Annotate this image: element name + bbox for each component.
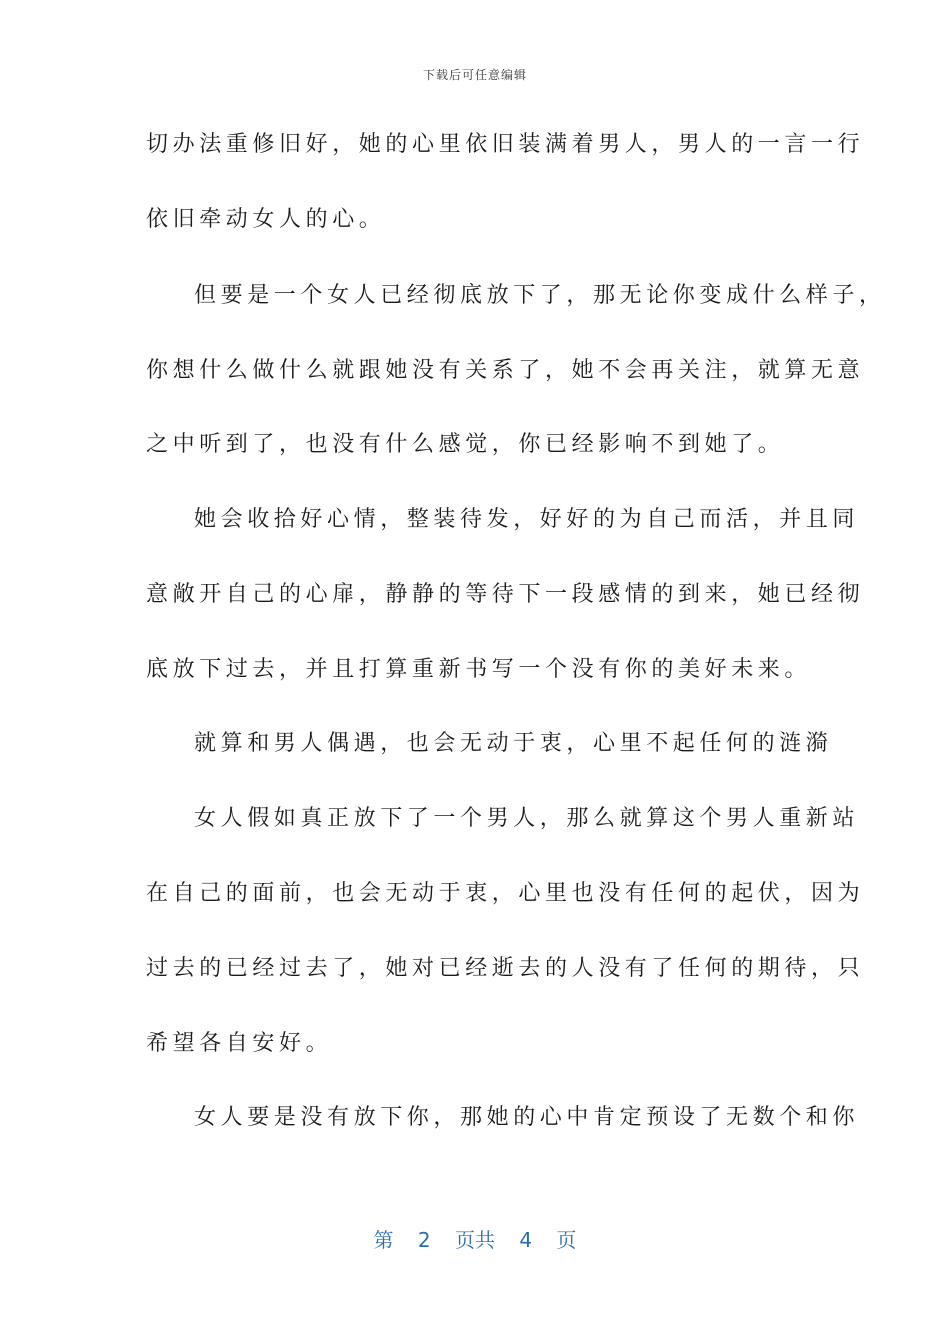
text-line: 底放下过去，并且打算重新书写一个没有你的美好未来。 bbox=[146, 657, 812, 682]
page-header: 下载后可任意编辑 bbox=[422, 68, 527, 82]
text-line: 她会收拾好心情，整装待发，好好的为自己而活，并且同 bbox=[194, 507, 860, 532]
page-footer bbox=[0, 1224, 950, 1253]
text-line: 切办法重修旧好，她的心里依旧装满着男人，男人的一言一行 bbox=[146, 132, 865, 157]
text-line: 就算和男人偶遇，也会无动于衷，心里不起任何的涟漪 bbox=[194, 731, 833, 756]
text-line: 依旧牵动女人的心。 bbox=[146, 207, 386, 232]
text-line: 希望各自安好。 bbox=[146, 1031, 333, 1056]
text-line: 但要是一个女人已经彻底放下了，那无论你变成什么样子， bbox=[194, 283, 886, 308]
text-line: 你想什么做什么就跟她没有关系了，她不会再关注，就算无意 bbox=[146, 358, 865, 383]
text-line: 意敞开自己的心扉，静静的等待下一段感情的到来，她已经彻 bbox=[146, 582, 865, 607]
text-line: 之中听到了，也没有什么感觉，你已经影响不到她了。 bbox=[146, 432, 785, 457]
text-line: 过去的已经过去了，她对已经逝去的人没有了任何的期待，只 bbox=[146, 956, 865, 981]
page-number-label: 第 2 页共 4 页 bbox=[373, 1228, 577, 1252]
text-line: 在自己的面前，也会无动于衷，心里也没有任何的起伏，因为 bbox=[146, 881, 865, 906]
text-line: 女人假如真正放下了一个男人，那么就算这个男人重新站 bbox=[194, 806, 860, 831]
text-line: 女人要是没有放下你，那她的心中肯定预设了无数个和你 bbox=[194, 1105, 860, 1130]
